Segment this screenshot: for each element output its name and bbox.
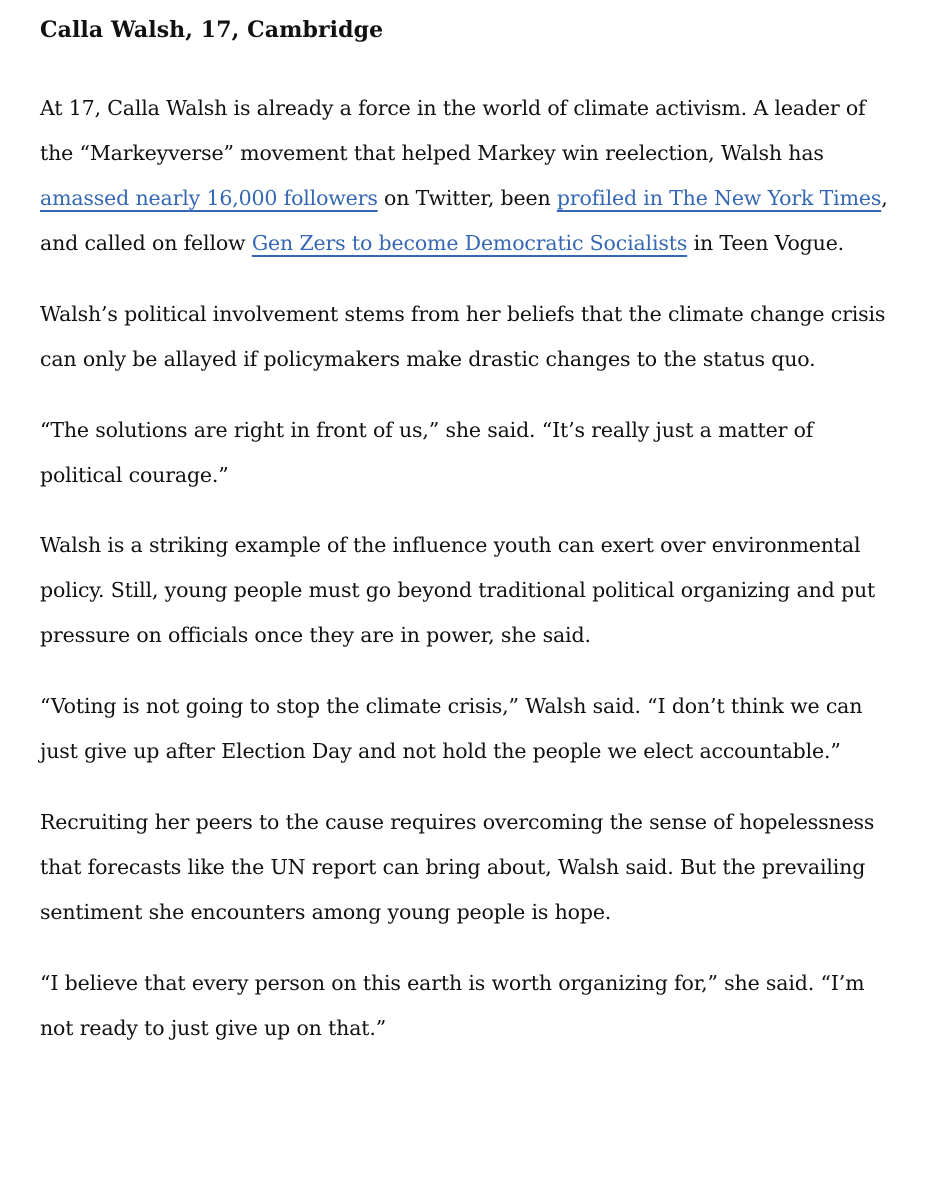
teen-vogue-link[interactable]: Gen Zers to become Democratic Socialists — [251, 231, 688, 255]
followers-link[interactable]: amassed nearly 16,000 followers — [40, 186, 378, 210]
paragraph-quote-organizing: “I believe that every person on this earth is worth organizing for,” she said. “I’m not ready to just give up on that.” — [40, 971, 865, 1040]
intro-text-2: on Twitter, been — [377, 186, 557, 210]
paragraph-involvement: Walsh’s political involvement stems from her beliefs that the climate change crisis can only be allayed if policymakers make drastic changes to the status quo. — [40, 302, 886, 371]
paragraph-quote-voting: “Voting is not going to stop the climate crisis,” Walsh said. “I don’t think we can just give up after Election Day and not hold the people we elect accountable.” — [40, 694, 863, 763]
paragraph-recruiting: Recruiting her peers to the cause requires overcoming the sense of hopelessness that forecasts like the UN report can bring about, Walsh said. But the prevailing sentiment she encounters among young people is hope. — [40, 810, 875, 924]
intro-text-1: At 17, Calla Walsh is already a force in the world of climate activism. A leader of the “Markeyverse” movement that helped Markey win reelection, Walsh has — [40, 96, 866, 165]
intro-text-3: , and called on fellow — [40, 186, 888, 255]
paragraph-intro — [40, 86, 900, 266]
paragraph-quote-solutions: “The solutions are right in front of us,” she said. “It’s really just a matter of political courage.” — [40, 418, 814, 487]
intro-text-4: in Teen Vogue. — [687, 231, 845, 255]
article-headline: Calla Walsh, 17, Cambridge — [40, 17, 384, 43]
nytimes-profile-link[interactable]: profiled in The New York Times — [556, 186, 882, 210]
paragraph-influence: Walsh is a striking example of the influence youth can exert over environmental policy. Still, young people must go beyond traditional political organizing and put pressure on officials once they are in power, she said. — [40, 533, 876, 647]
